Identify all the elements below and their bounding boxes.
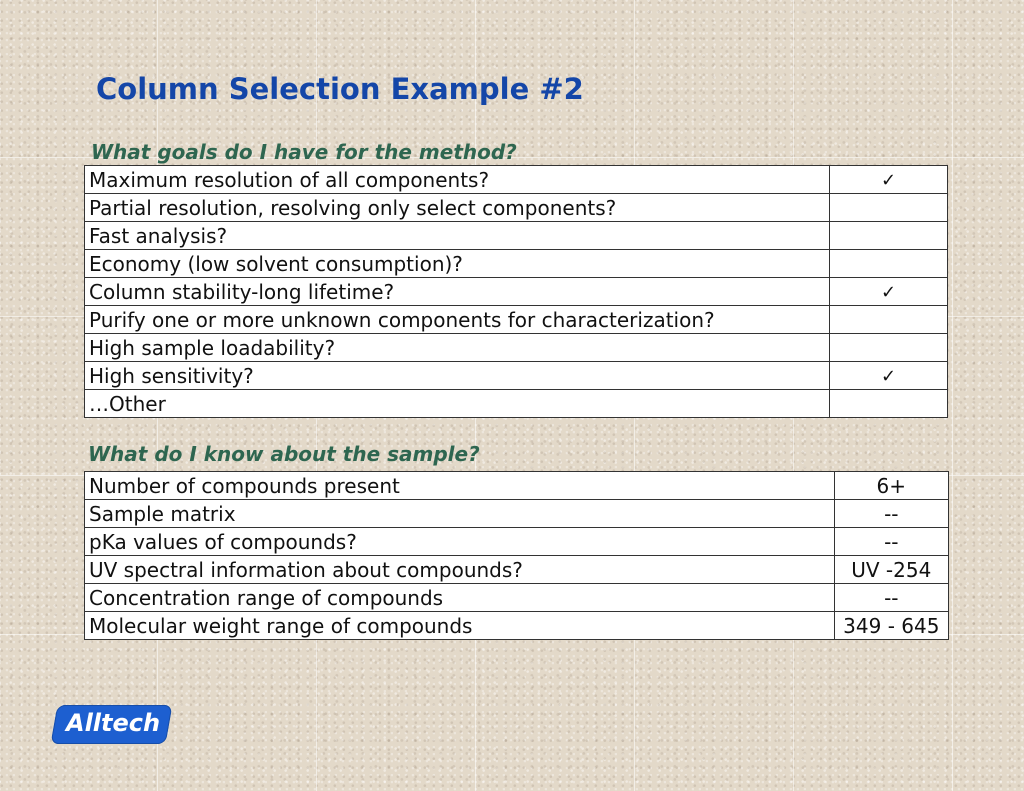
table-row [85,500,949,528]
sample-value: -- [834,500,948,528]
goal-label: Purify one or more unknown components for characterization? [85,306,830,334]
goal-check-cell [830,390,948,418]
goals-table [84,165,948,418]
goal-label: Column stability-long lifetime? [85,278,830,306]
table-row [85,250,948,278]
goal-check-cell [830,250,948,278]
table-row [85,612,949,640]
table-row [85,362,948,390]
goal-check-cell [830,166,948,194]
goal-label: …Other [85,390,830,418]
table-row [85,528,949,556]
goal-check-cell [830,222,948,250]
table-row [85,306,948,334]
sample-label: Molecular weight range of compounds [85,612,835,640]
checkmark-icon: ✓ [880,282,897,303]
table-row [85,166,948,194]
sample-label: pKa values of compounds? [85,528,835,556]
sample-value: 349 - 645 [834,612,948,640]
table-row [85,472,949,500]
slide-title: Column Selection Example #2 [96,72,584,106]
sample-table [84,471,949,640]
goal-check-cell [830,306,948,334]
goal-label: High sample loadability? [85,334,830,362]
table-row [85,222,948,250]
goal-check-cell [830,278,948,306]
sample-label: Sample matrix [85,500,835,528]
checkmark-icon: ✓ [880,170,897,191]
sample-label: Number of compounds present [85,472,835,500]
sample-value: -- [834,528,948,556]
table-row [85,278,948,306]
goal-label: Partial resolution, resolving only select components? [85,194,830,222]
goal-label: High sensitivity? [85,362,830,390]
sample-label: Concentration range of compounds [85,584,835,612]
sample-label: UV spectral information about compounds? [85,556,835,584]
table-row [85,390,948,418]
table-row [85,194,948,222]
sample-value: 6+ [834,472,948,500]
sample-value: UV -254 [834,556,948,584]
goals-heading: What goals do I have for the method? [91,140,517,164]
goal-label: Fast analysis? [85,222,830,250]
goal-label: Economy (low solvent consumption)? [85,250,830,278]
alltech-logo-text: Alltech [66,709,161,737]
goal-check-cell [830,194,948,222]
goal-check-cell [830,334,948,362]
table-row [85,334,948,362]
sample-value: -- [834,584,948,612]
goal-check-cell [830,362,948,390]
goal-label: Maximum resolution of all components? [85,166,830,194]
table-row [85,584,949,612]
table-row [85,556,949,584]
checkmark-icon: ✓ [880,366,897,387]
sample-heading: What do I know about the sample? [88,442,480,466]
